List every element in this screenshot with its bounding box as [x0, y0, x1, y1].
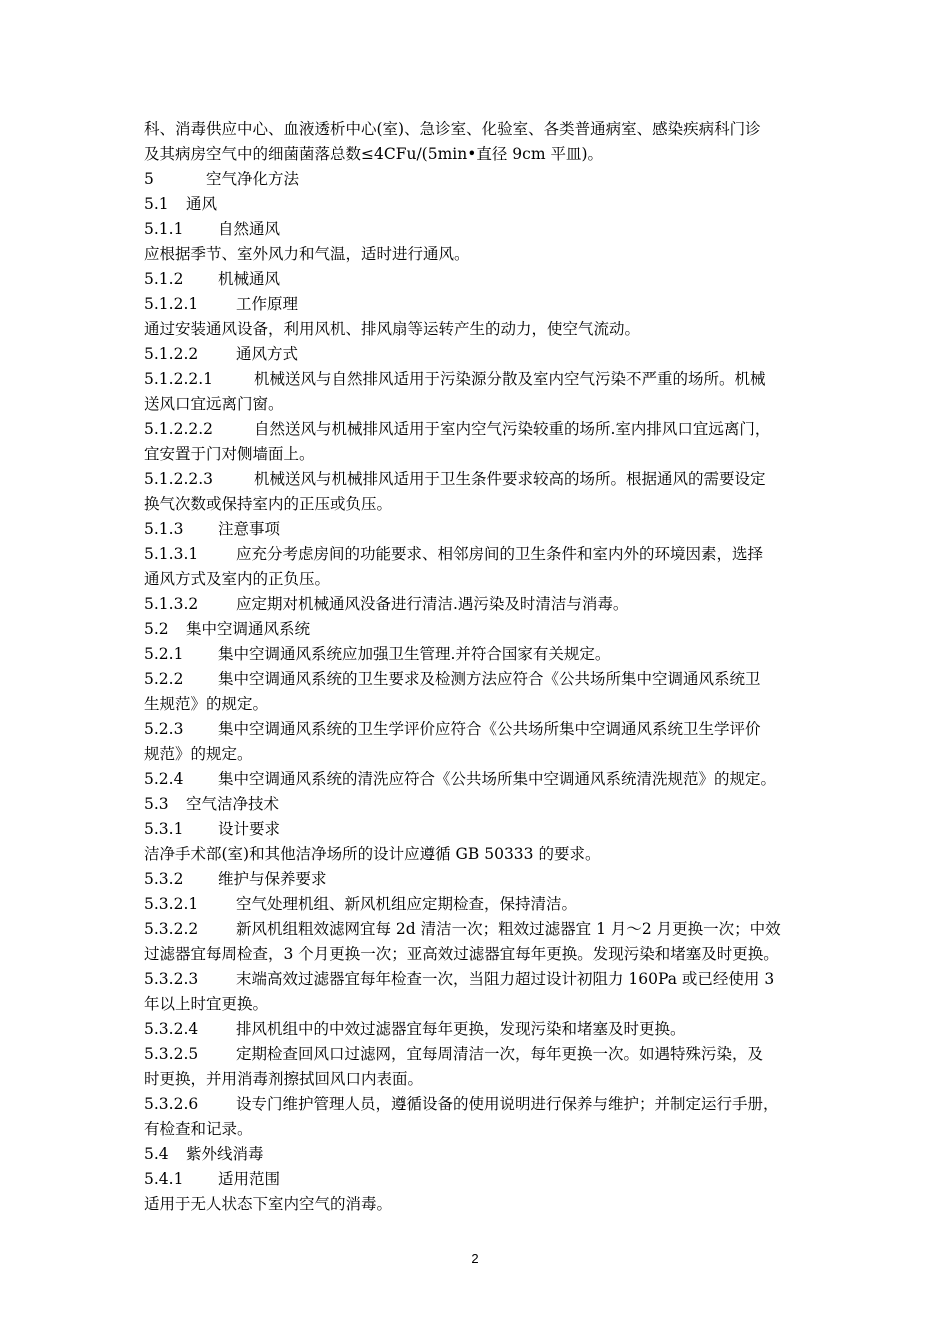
text-line — [144, 1117, 808, 1142]
text-line — [144, 617, 808, 642]
line-text: 时更换，并用消毒剂擦拭回风口内表面。 — [144, 1070, 424, 1088]
text-line — [144, 992, 808, 1017]
text-line — [144, 1192, 808, 1217]
page-number: 2 — [471, 1251, 479, 1266]
section-number: 5.3.2.6 — [144, 1095, 199, 1113]
line-text: 维护与保养要求 — [218, 870, 327, 888]
section-number: 5.1.2.2.1 — [144, 370, 214, 388]
line-text: 设专门维护管理人员，遵循设备的使用说明进行保养与维护；并制定运行手册， — [236, 1095, 779, 1113]
line-text: 适用范围 — [218, 1170, 281, 1188]
text-line — [144, 1067, 808, 1092]
line-text: 通风 — [186, 195, 218, 213]
text-line — [144, 642, 808, 667]
text-line — [144, 242, 808, 267]
text-line — [144, 167, 808, 192]
text-line — [144, 467, 808, 492]
text-line — [144, 917, 808, 942]
section-number: 5.2.3 — [144, 720, 184, 738]
line-text: 自然送风与机械排风适用于室内空气污染较重的场所.室内排风口宜远离门， — [254, 420, 771, 438]
text-line — [144, 1142, 808, 1167]
text-line — [144, 217, 808, 242]
section-number: 5.1.1 — [144, 220, 184, 238]
section-number: 5.3.2.5 — [144, 1045, 199, 1063]
text-line — [144, 692, 808, 717]
text-line — [144, 567, 808, 592]
section-number: 5.4 — [144, 1145, 169, 1163]
section-number: 5.3.2.4 — [144, 1020, 199, 1038]
text-line — [144, 792, 808, 817]
section-number: 5.1.2 — [144, 270, 184, 288]
line-text: 空气洁净技术 — [186, 795, 280, 813]
text-line — [144, 867, 808, 892]
line-text: 排风机组中的中效过滤器宜每年更换，发现污染和堵塞及时更换。 — [236, 1020, 686, 1038]
line-text: 集中空调通风系统的清洗应符合《公共场所集中空调通风系统清洗规范》的规定。 — [218, 770, 777, 788]
line-text: 送风口宜远离门窗。 — [144, 395, 284, 413]
text-line — [144, 1017, 808, 1042]
section-number: 5.1 — [144, 195, 169, 213]
text-line — [144, 267, 808, 292]
line-text: 及其病房空气中的细菌菌落总数≤4CFu/(5min•直径 9cm 平皿)。 — [144, 145, 603, 163]
text-line — [144, 292, 808, 317]
line-text: 洁净手术部(室)和其他洁净场所的设计应遵循 GB 50333 的要求。 — [144, 845, 601, 863]
line-text: 规范》的规定。 — [144, 745, 253, 763]
line-text: 通风方式及室内的正负压。 — [144, 570, 331, 588]
section-number: 5.4.1 — [144, 1170, 184, 1188]
line-text: 应根据季节、室外风力和气温，适时进行通风。 — [144, 245, 470, 263]
line-text: 注意事项 — [218, 520, 281, 538]
section-number: 5.1.3.1 — [144, 545, 199, 563]
text-line — [144, 542, 808, 567]
section-number: 5.2.1 — [144, 645, 184, 663]
line-text: 集中空调通风系统 — [186, 620, 311, 638]
section-number: 5.1.3.2 — [144, 595, 199, 613]
text-line — [144, 967, 808, 992]
line-text: 工作原理 — [236, 295, 299, 313]
line-text: 集中空调通风系统的卫生学评价应符合《公共场所集中空调通风系统卫生学评价 — [218, 720, 761, 738]
text-line — [144, 442, 808, 467]
section-number: 5.1.2.1 — [144, 295, 199, 313]
line-text: 应充分考虑房间的功能要求、相邻房间的卫生条件和室内外的环境因素，选择 — [236, 545, 764, 563]
document-body — [144, 117, 808, 1217]
text-line — [144, 892, 808, 917]
section-number: 5.3.1 — [144, 820, 184, 838]
line-text: 科、消毒供应中心、血液透析中心(室)、急诊室、化验室、各类普通病室、感染疾病科门诊 — [144, 120, 761, 138]
text-line — [144, 1167, 808, 1192]
line-text: 有检查和记录。 — [144, 1120, 253, 1138]
line-text: 通过安装通风设备，利用风机、排风扇等运转产生的动力，使空气流动。 — [144, 320, 641, 338]
line-text: 集中空调通风系统应加强卫生管理.并符合国家有关规定。 — [218, 645, 611, 663]
text-line — [144, 367, 808, 392]
text-line — [144, 942, 808, 967]
line-text: 年以上时宜更换。 — [144, 995, 269, 1013]
text-line — [144, 192, 808, 217]
line-text: 生规范》的规定。 — [144, 695, 269, 713]
section-number: 5.3.2.3 — [144, 970, 199, 988]
line-text: 机械送风与机械排风适用于卫生条件要求较高的场所。根据通风的需要设定 — [254, 470, 766, 488]
line-text: 集中空调通风系统的卫生要求及检测方法应符合《公共场所集中空调通风系统卫 — [218, 670, 761, 688]
text-line — [144, 1042, 808, 1067]
text-line — [144, 117, 808, 142]
text-line — [144, 517, 808, 542]
text-line — [144, 767, 808, 792]
text-line — [144, 842, 808, 867]
line-text: 宜安置于门对侧墙面上。 — [144, 445, 315, 463]
text-line — [144, 142, 808, 167]
section-number: 5.2.2 — [144, 670, 184, 688]
line-text: 通风方式 — [236, 345, 299, 363]
line-text: 应定期对机械通风没备进行清洁.遇污染及时清洁与消毒。 — [236, 595, 629, 613]
line-text: 空气净化方法 — [206, 170, 300, 188]
line-text: 适用于无人状态下室内空气的消毒。 — [144, 1195, 393, 1213]
text-line — [144, 742, 808, 767]
text-line — [144, 667, 808, 692]
text-line — [144, 717, 808, 742]
text-line — [144, 342, 808, 367]
text-line — [144, 1092, 808, 1117]
text-line — [144, 817, 808, 842]
text-line — [144, 317, 808, 342]
line-text: 紫外线消毒 — [186, 1145, 264, 1163]
section-number: 5.3 — [144, 795, 169, 813]
text-line — [144, 417, 808, 442]
section-number: 5.1.2.2.3 — [144, 470, 214, 488]
line-text: 过滤器宜每周检查，3 个月更换一次；亚高效过滤器宜每年更换。发现污染和堵塞及时更换。 — [144, 945, 779, 963]
section-number: 5.3.2.1 — [144, 895, 199, 913]
section-number: 5.3.2 — [144, 870, 184, 888]
line-text: 设计要求 — [218, 820, 281, 838]
line-text: 机械通风 — [218, 270, 281, 288]
section-number: 5.1.2.2.2 — [144, 420, 214, 438]
section-number: 5.3.2.2 — [144, 920, 199, 938]
text-line — [144, 492, 808, 517]
section-number: 5.1.3 — [144, 520, 184, 538]
section-number: 5 — [144, 170, 154, 188]
line-text: 换气次数或保持室内的正压或负压。 — [144, 495, 393, 513]
text-line — [144, 592, 808, 617]
text-line — [144, 392, 808, 417]
line-text: 新风机组粗效滤网宜每 2d 清洁一次；粗效过滤器宜 1 月～2 月更换一次；中效 — [236, 920, 781, 938]
line-text: 末端高效过滤器宜每年检查一次，当阻力超过设计初阻力 160Pa 或已经使用 3 — [236, 970, 775, 988]
line-text: 空气处理机组、新风机组应定期检查，保持清洁。 — [236, 895, 578, 913]
line-text: 自然通风 — [218, 220, 281, 238]
section-number: 5.1.2.2 — [144, 345, 199, 363]
line-text: 机械送风与自然排风适用于污染源分散及室内空气污染不严重的场所。机械 — [254, 370, 766, 388]
section-number: 5.2 — [144, 620, 169, 638]
section-number: 5.2.4 — [144, 770, 184, 788]
line-text: 定期检查回风口过滤网，宜每周清洁一次，每年更换一次。如遇特殊污染，及 — [236, 1045, 764, 1063]
